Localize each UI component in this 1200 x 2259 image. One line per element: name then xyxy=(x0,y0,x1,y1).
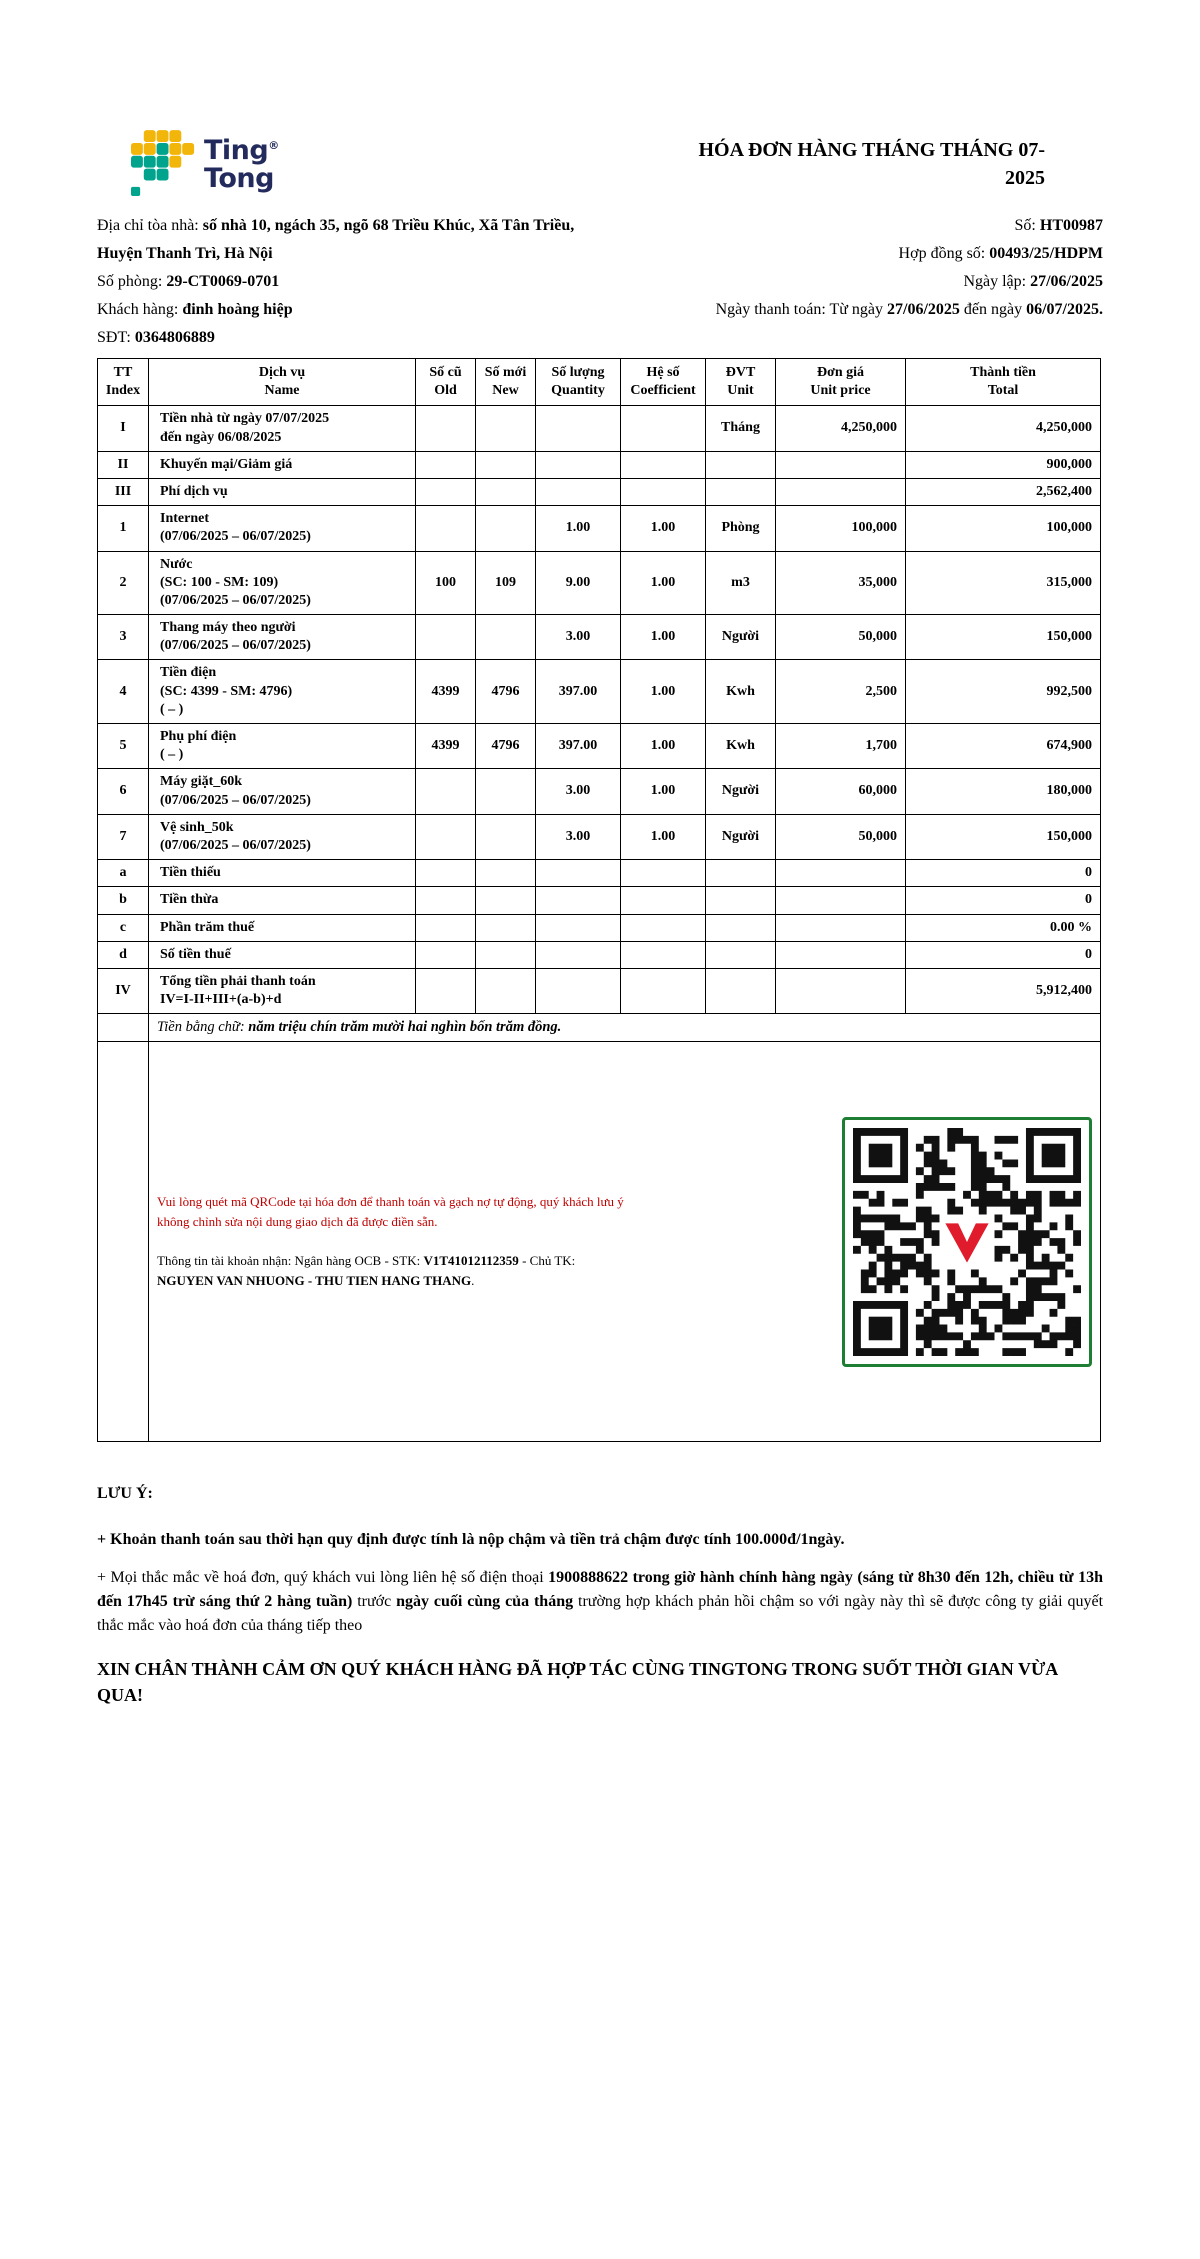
thank-you-note: XIN CHÂN THÀNH CẢM ƠN QUÝ KHÁCH HÀNG ĐÃ HỢP TÁC CÙNG TINGTONG TRONG SUỐT THỜI GIAN VỪA QUA! xyxy=(97,1659,1058,1706)
cell-coef: 1.00 xyxy=(621,814,706,859)
service-name-line: Máy giặt_60k xyxy=(160,774,243,790)
cell-total: 5,912,400 xyxy=(906,968,1101,1013)
cell-unit xyxy=(706,887,776,914)
cell-qty xyxy=(536,406,621,451)
service-name-line: Khuyến mại/Giảm giá xyxy=(160,456,293,472)
account-info-intro: Thông tin tài khoản nhận: Ngân hàng OCB - STK: xyxy=(157,1252,424,1268)
invoice-table-row xyxy=(98,406,1101,451)
service-name-line: ( – ) xyxy=(160,701,184,717)
invoice-number-label: Số: xyxy=(1014,217,1040,234)
cell-qty xyxy=(536,478,621,505)
cell-qty: 397.00 xyxy=(536,724,621,769)
cell-coef: 1.00 xyxy=(621,615,706,660)
cell-price: 50,000 xyxy=(776,615,906,660)
cell-total: 315,000 xyxy=(906,551,1101,615)
cell-coef xyxy=(621,860,706,887)
payment-period xyxy=(589,296,1103,324)
cell-total: 2,562,400 xyxy=(906,478,1101,505)
hotline-number-and-hours: 1900888622 trong giờ hành chính hàng ngày (sáng từ 8h30 đến 12h, chiều từ 13h đến 17h45 trừ sáng thứ 2 hàng tuần) xyxy=(97,1569,1103,1611)
qr-code-image xyxy=(853,1128,1081,1356)
cell-new xyxy=(476,615,536,660)
cell-tt: a xyxy=(98,860,149,887)
cell-price xyxy=(776,478,906,505)
cell-price: 100,000 xyxy=(776,506,906,551)
cell-new xyxy=(476,968,536,1013)
cell-unit: Tháng xyxy=(706,406,776,451)
cell-name xyxy=(149,406,416,451)
service-name-line: (07/06/2025 – 06/07/2025) xyxy=(160,529,311,545)
cell-qty: 3.00 xyxy=(536,615,621,660)
service-name-line: Tiền thừa xyxy=(160,892,219,908)
cell-price xyxy=(776,451,906,478)
cell-tt: 6 xyxy=(98,769,149,814)
payment-to-date: 06/07/2025. xyxy=(1026,301,1103,318)
invoice-title: HÓA ĐƠN HÀNG THÁNG THÁNG 07-2025 xyxy=(698,139,1045,189)
registered-mark: ® xyxy=(268,139,279,152)
hotline-note-rest: trường hợp khách phản hồi chậm so với ngày này thì sẽ được công ty giải quyết thắc mắc vào hoá đơn của tháng tiếp theo xyxy=(97,1593,1104,1635)
service-name-line: (07/06/2025 – 06/07/2025) xyxy=(160,638,311,654)
cell-name xyxy=(149,914,416,941)
cell-price: 50,000 xyxy=(776,814,906,859)
col-header-unit-price: Đơn giá Unit price xyxy=(776,359,906,406)
cell-coef: 1.00 xyxy=(621,506,706,551)
cell-new xyxy=(476,887,536,914)
payment-period-mid: đến ngày xyxy=(959,301,1027,318)
cell-coef xyxy=(621,968,706,1013)
cell-old xyxy=(416,478,476,505)
cell-unit: Kwh xyxy=(706,660,776,724)
contract-number xyxy=(589,240,1103,268)
cell-tt: I xyxy=(98,406,149,451)
col-header-tt: TT Index xyxy=(98,359,149,406)
service-name-line: (07/06/2025 – 06/07/2025) xyxy=(160,837,311,853)
invoice-table-row xyxy=(98,660,1101,724)
info-right-column xyxy=(589,212,1103,352)
cell-total: 150,000 xyxy=(906,615,1101,660)
late-payment-note: + Khoản thanh toán sau thời hạn quy định được tính là nộp chậm và tiền trả chậm được tính 100.000đ/1ngày. xyxy=(97,1531,845,1549)
service-name-line: Vệ sinh_50k xyxy=(160,819,234,835)
col-header-unit: ĐVT Unit xyxy=(706,359,776,406)
cell-name xyxy=(149,451,416,478)
cell-price xyxy=(776,860,906,887)
logo-line-2: Tong xyxy=(204,163,274,194)
notes-heading: LƯU Ý: xyxy=(97,1485,153,1503)
cell-coef: 1.00 xyxy=(621,660,706,724)
cell-price xyxy=(776,941,906,968)
table-header-row xyxy=(98,359,1101,406)
cell-unit: Người xyxy=(706,814,776,859)
service-name-line: Tiền điện xyxy=(160,665,217,681)
invoice-table-row xyxy=(98,615,1101,660)
invoice-table-row xyxy=(98,551,1101,615)
service-name-line: (SC: 100 - SM: 109) xyxy=(160,574,279,590)
contract-number-value: 00493/25/HDPM xyxy=(989,245,1103,262)
cell-name xyxy=(149,769,416,814)
hotline-note-mid: trước xyxy=(352,1593,397,1611)
cell-name xyxy=(149,506,416,551)
room-number-label: Số phòng: xyxy=(97,273,167,290)
invoice-table-row xyxy=(98,814,1101,859)
cell-tt: 7 xyxy=(98,814,149,859)
cell-old xyxy=(416,506,476,551)
tingtong-logo xyxy=(131,130,279,198)
invoice-info xyxy=(97,212,1103,352)
cell-unit xyxy=(706,451,776,478)
cell-total: 0 xyxy=(906,941,1101,968)
qr-payment-cell xyxy=(149,1042,1101,1442)
cell-coef xyxy=(621,887,706,914)
cell-old xyxy=(416,814,476,859)
contract-number-label: Hợp đồng số: xyxy=(898,245,990,262)
cell-total: 0.00 % xyxy=(906,914,1101,941)
cell-tt: b xyxy=(98,887,149,914)
cell-new xyxy=(476,914,536,941)
cell-name xyxy=(149,724,416,769)
service-name-line: Số tiền thuế xyxy=(160,946,231,962)
cell-name xyxy=(149,887,416,914)
cell-old: 4399 xyxy=(416,724,476,769)
header xyxy=(97,130,1103,198)
cell-total: 0 xyxy=(906,860,1101,887)
cell-tt: d xyxy=(98,941,149,968)
service-name-line: ( – ) xyxy=(160,747,184,763)
cell-coef xyxy=(621,451,706,478)
building-address-label: Địa chỉ tòa nhà: xyxy=(97,217,203,234)
account-holder-name: NGUYEN VAN NHUONG - THU TIEN HANG THANG xyxy=(157,1272,472,1288)
cell-unit xyxy=(706,941,776,968)
service-name-line: Phần trăm thuế xyxy=(160,919,255,935)
customer-phone-label: SĐT: xyxy=(97,329,135,346)
cell-unit xyxy=(706,914,776,941)
cell-old: 100 xyxy=(416,551,476,615)
cell-old: 4399 xyxy=(416,660,476,724)
cell-tt: II xyxy=(98,451,149,478)
building-address xyxy=(97,212,589,268)
cell-tt: 1 xyxy=(98,506,149,551)
cell-price: 1,700 xyxy=(776,724,906,769)
logo-line-1: Ting® xyxy=(204,135,279,166)
service-name-line: Thang máy theo người xyxy=(160,620,296,636)
cell-old xyxy=(416,860,476,887)
col-header-new: Số mới New xyxy=(476,359,536,406)
cell-name xyxy=(149,941,416,968)
cell-old xyxy=(416,451,476,478)
cell-tt: III xyxy=(98,478,149,505)
cell-tt: IV xyxy=(98,968,149,1013)
cell-tt: 4 xyxy=(98,660,149,724)
cell-old xyxy=(416,769,476,814)
cell-unit xyxy=(706,478,776,505)
cell-qty: 1.00 xyxy=(536,506,621,551)
cell-new xyxy=(476,814,536,859)
cell-old xyxy=(416,941,476,968)
cell-old xyxy=(416,406,476,451)
cell-total: 150,000 xyxy=(906,814,1101,859)
cell-qty xyxy=(536,860,621,887)
col-header-coefficient: Hệ số Coefficient xyxy=(621,359,706,406)
cell-tt: 2 xyxy=(98,551,149,615)
cell-unit: Phòng xyxy=(706,506,776,551)
amount-in-words-label: Tiền bằng chữ: xyxy=(157,1019,245,1036)
invoice-table-row xyxy=(98,860,1101,887)
cell-coef xyxy=(621,478,706,505)
cell-new xyxy=(476,506,536,551)
hotline-note-intro: + Mọi thắc mắc về hoá đơn, quý khách vui lòng liên hệ số điện thoại xyxy=(97,1569,549,1587)
cell-price xyxy=(776,968,906,1013)
cell-old xyxy=(416,914,476,941)
cell-new xyxy=(476,478,536,505)
cell-qty: 9.00 xyxy=(536,551,621,615)
service-name-line: Phụ phí điện xyxy=(160,729,237,744)
cell-name xyxy=(149,615,416,660)
issue-date-value: 27/06/2025 xyxy=(1030,273,1103,290)
cell-qty xyxy=(536,887,621,914)
cell-coef xyxy=(621,914,706,941)
cell-new: 4796 xyxy=(476,724,536,769)
cell-name xyxy=(149,814,416,859)
qr-code xyxy=(842,1117,1092,1367)
service-name-line: Internet xyxy=(160,511,209,527)
cell-price: 4,250,000 xyxy=(776,406,906,451)
cell-price xyxy=(776,887,906,914)
cell-total: 4,250,000 xyxy=(906,406,1101,451)
invoice-table-row xyxy=(98,941,1101,968)
cell-new xyxy=(476,941,536,968)
cell-total: 180,000 xyxy=(906,769,1101,814)
cell-coef: 1.00 xyxy=(621,724,706,769)
cell-unit: Người xyxy=(706,769,776,814)
cell-qty: 3.00 xyxy=(536,769,621,814)
cell-tt: 3 xyxy=(98,615,149,660)
cell-total: 100,000 xyxy=(906,506,1101,551)
cell-qty xyxy=(536,451,621,478)
room-number-value: 29-CT0069-0701 xyxy=(166,273,280,290)
payment-from-date: 27/06/2025 xyxy=(887,301,960,318)
col-header-service: Dịch vụ Name xyxy=(149,359,416,406)
invoice-table-row xyxy=(98,914,1101,941)
cell-qty: 397.00 xyxy=(536,660,621,724)
service-name-line: Nước xyxy=(160,556,193,572)
cell-unit xyxy=(706,968,776,1013)
cell-new xyxy=(476,769,536,814)
cell-price: 60,000 xyxy=(776,769,906,814)
tingtong-logo-icon xyxy=(131,130,195,198)
cell-tt: c xyxy=(98,914,149,941)
customer-phone xyxy=(97,324,589,352)
issue-date-label: Ngày lập: xyxy=(963,273,1031,290)
invoice-table-row xyxy=(98,724,1101,769)
qr-instructions xyxy=(157,1192,627,1291)
cell-name xyxy=(149,968,416,1013)
invoice-table-head xyxy=(98,359,1101,406)
col-header-quantity: Số lượng Quantity xyxy=(536,359,621,406)
cell-empty xyxy=(98,1042,149,1442)
cell-price xyxy=(776,914,906,941)
service-name-line: IV=I-II+III+(a-b)+d xyxy=(160,992,282,1008)
service-name-line: Tiền nhà từ ngày 07/07/2025 xyxy=(160,411,330,427)
cell-old xyxy=(416,887,476,914)
cell-total: 992,500 xyxy=(906,660,1101,724)
receiving-account-info xyxy=(157,1251,627,1291)
room-number xyxy=(97,268,589,296)
issue-date xyxy=(589,268,1103,296)
invoice-number-value: HT00987 xyxy=(1039,217,1103,234)
customer-name xyxy=(97,296,589,324)
invoice-table-row xyxy=(98,769,1101,814)
qr-row xyxy=(98,1042,1101,1442)
invoice-table-row xyxy=(98,506,1101,551)
col-header-old: Số cũ Old xyxy=(416,359,476,406)
footer-notes xyxy=(97,1482,1103,1708)
cell-unit: m3 xyxy=(706,551,776,615)
cell-old xyxy=(416,615,476,660)
cell-coef: 1.00 xyxy=(621,551,706,615)
cell-total: 0 xyxy=(906,887,1101,914)
cell-name xyxy=(149,860,416,887)
service-name-line: (SC: 4399 - SM: 4796) xyxy=(160,683,293,699)
payment-period-label: Ngày thanh toán: Từ ngày xyxy=(715,301,888,318)
col-header-total: Thành tiền Total xyxy=(906,359,1101,406)
service-name-line: (07/06/2025 – 06/07/2025) xyxy=(160,592,311,608)
qr-payment-notice: Vui lòng quét mã QRCode tại hóa đơn để thanh toán và gạch nợ tự động, quý khách lưu ý không chỉnh sửa nội dung giao dịch đã được điền sẵn. xyxy=(157,1194,624,1230)
cell-unit xyxy=(706,860,776,887)
invoice-table-row xyxy=(98,968,1101,1013)
cell-tt: 5 xyxy=(98,724,149,769)
invoice-table-row xyxy=(98,887,1101,914)
invoice-number xyxy=(589,212,1103,240)
service-name-line: đến ngày 06/08/2025 xyxy=(160,429,282,445)
cell-qty xyxy=(536,914,621,941)
cell-name xyxy=(149,660,416,724)
cell-coef: 1.00 xyxy=(621,769,706,814)
amount-in-words-value: năm triệu chín trăm mười hai nghìn bốn trăm đồng. xyxy=(248,1019,562,1036)
amount-in-words-row xyxy=(98,1014,1101,1042)
cell-price: 2,500 xyxy=(776,660,906,724)
invoice-table-row xyxy=(98,451,1101,478)
hotline-note xyxy=(97,1566,1103,1638)
customer-phone-value: 0364806889 xyxy=(134,329,215,346)
account-number: V1T41012112359 xyxy=(423,1252,519,1268)
cell-unit: Kwh xyxy=(706,724,776,769)
invoice-table xyxy=(97,358,1101,1442)
cell-qty xyxy=(536,968,621,1013)
cell-qty xyxy=(536,941,621,968)
cell-total: 900,000 xyxy=(906,451,1101,478)
cell-empty xyxy=(98,1014,149,1042)
cell-new: 109 xyxy=(476,551,536,615)
cell-name xyxy=(149,478,416,505)
cell-total: 674,900 xyxy=(906,724,1101,769)
service-name-line: (07/06/2025 – 06/07/2025) xyxy=(160,792,311,808)
cell-name xyxy=(149,551,416,615)
cell-coef xyxy=(621,941,706,968)
cell-qty: 3.00 xyxy=(536,814,621,859)
cell-new xyxy=(476,860,536,887)
cell-new: 4796 xyxy=(476,660,536,724)
cell-new xyxy=(476,406,536,451)
customer-name-label: Khách hàng: xyxy=(97,301,183,318)
account-info-period: . xyxy=(471,1272,475,1288)
info-left-column xyxy=(97,212,589,352)
customer-name-value: đinh hoàng hiệp xyxy=(182,301,293,318)
cell-unit: Người xyxy=(706,615,776,660)
cell-new xyxy=(476,451,536,478)
logo-wordmark xyxy=(204,132,279,193)
invoice-table-row xyxy=(98,478,1101,505)
hotline-deadline: ngày cuối cùng của tháng xyxy=(396,1593,574,1611)
account-holder-label: - Chủ TK: xyxy=(518,1252,576,1268)
invoice-table-footer xyxy=(98,1014,1101,1442)
invoice-table-body xyxy=(98,406,1101,1014)
building-address-value: số nhà 10, ngách 35, ngõ 68 Triều Khúc, Xã Tân Triều, Huyện Thanh Trì, Hà Nội xyxy=(97,217,575,262)
amount-in-words xyxy=(149,1014,1101,1042)
service-name-line: Phí dịch vụ xyxy=(160,483,228,499)
cell-old xyxy=(416,968,476,1013)
cell-price: 35,000 xyxy=(776,551,906,615)
service-name-line: Tiền thiếu xyxy=(160,865,221,881)
cell-coef xyxy=(621,406,706,451)
service-name-line: Tổng tiền phải thanh toán xyxy=(160,973,316,989)
